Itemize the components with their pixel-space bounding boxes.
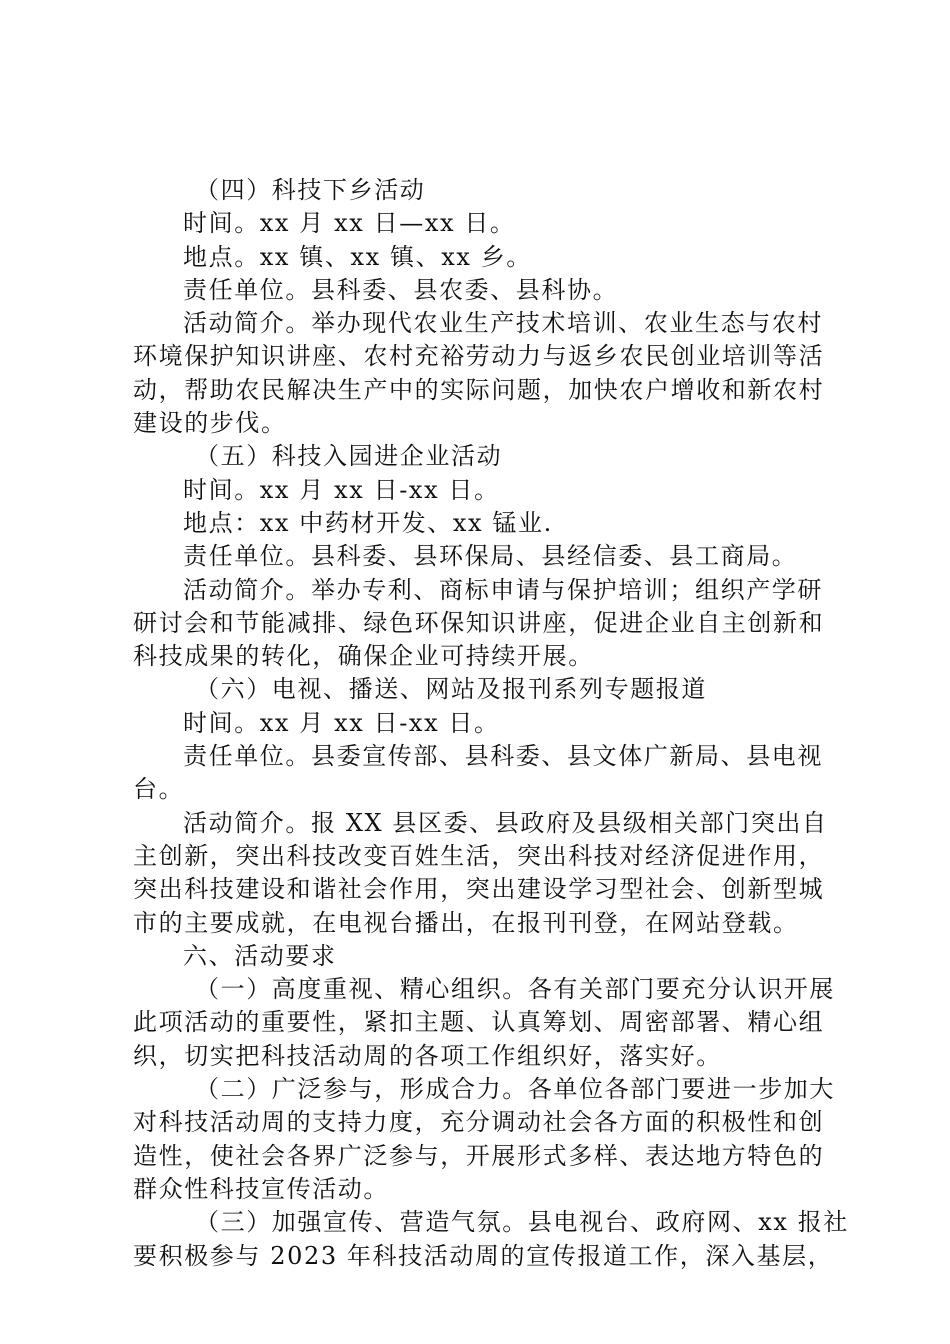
text-line: 市的主要成就，在电视台播出，在报刊刊登，在网站登载。	[133, 908, 799, 937]
text-line: 群众性科技宣传活动。	[133, 1174, 389, 1203]
text-line: 活动简介。举办专利、商标申请与保护培训；组织产学研	[183, 575, 823, 604]
text-line: 突出科技建设和谐社会作用，突出建设学习型社会、创新型城	[133, 875, 825, 904]
section-heading-requirements: 六、活动要求	[183, 941, 337, 970]
section-heading-5: （五）科技入园进企业活动	[195, 442, 503, 471]
text-line: 活动简介。举办现代农业生产技术培训、农业生态与农村	[183, 309, 823, 338]
text-line: 建设的步伐。	[133, 409, 287, 438]
text-line: （三）加强宣传、营造气氛。县电视台、政府网、xx 报社	[195, 1208, 849, 1237]
text-line: 时间。xx 月 xx 日—xx 日。	[183, 209, 516, 238]
text-line: 主创新，突出科技改变百姓生活，突出科技对经济促进作用，	[133, 841, 825, 870]
section-heading-6: （六）电视、播送、网站及报刊系列专题报道	[195, 675, 707, 704]
text-line: 时间。xx 月 xx 日-xx 日。	[183, 708, 500, 737]
text-line: 地点：xx 中药材开发、xx 锰业.	[183, 508, 553, 537]
text-line: （一）高度重视、精心组织。各有关部门要充分认识开展	[195, 975, 835, 1004]
text-line: 责任单位。县科委、县环保局、县经信委、县工商局。	[183, 542, 798, 571]
text-line: 动，帮助农民解决生产中的实际问题，加快农户增收和新农村	[133, 375, 825, 404]
text-line: 时间。xx 月 xx 日-xx 日。	[183, 475, 500, 504]
text-line: （二）广泛参与，形成合力。各单位各部门要进一步加大	[195, 1075, 835, 1104]
text-line: 对科技活动周的支持力度，充分调动社会各方面的积极性和创	[133, 1108, 825, 1137]
text-line: 环境保护知识讲座、农村充裕劳动力与返乡农民创业培训等活	[133, 342, 825, 371]
text-line: 台。	[133, 775, 185, 804]
text-line: 责任单位。县科委、县农委、县科协。	[183, 275, 619, 304]
text-line: 科技成果的转化，确保企业可持续开展。	[133, 642, 594, 671]
section-heading-4: （四）科技下乡活动	[195, 176, 426, 204]
text-line: 研讨会和节能减排、绿色环保知识讲座，促进企业自主创新和	[133, 608, 825, 637]
text-line: 责任单位。县委宣传部、县科委、县文体广新局、县电视	[183, 742, 823, 771]
text-line: 地点。xx 镇、xx 镇、xx 乡。	[183, 242, 532, 271]
text-line: 织，切实把科技活动周的各项工作组织好，落实好。	[133, 1041, 722, 1070]
document-body	[133, 174, 849, 1273]
text-line: 此项活动的重要性，紧扣主题、认真筹划、周密部署、精心组	[133, 1008, 825, 1037]
text-line: 要积极参与 2023 年科技活动周的宣传报道工作，深入基层，	[133, 1241, 834, 1270]
text-line: 造性，使社会各界广泛参与，开展形式多样、表达地方特色的	[133, 1141, 825, 1170]
text-line: 活动简介。报 XX 县区委、县政府及县级相关部门突出自	[183, 808, 828, 837]
